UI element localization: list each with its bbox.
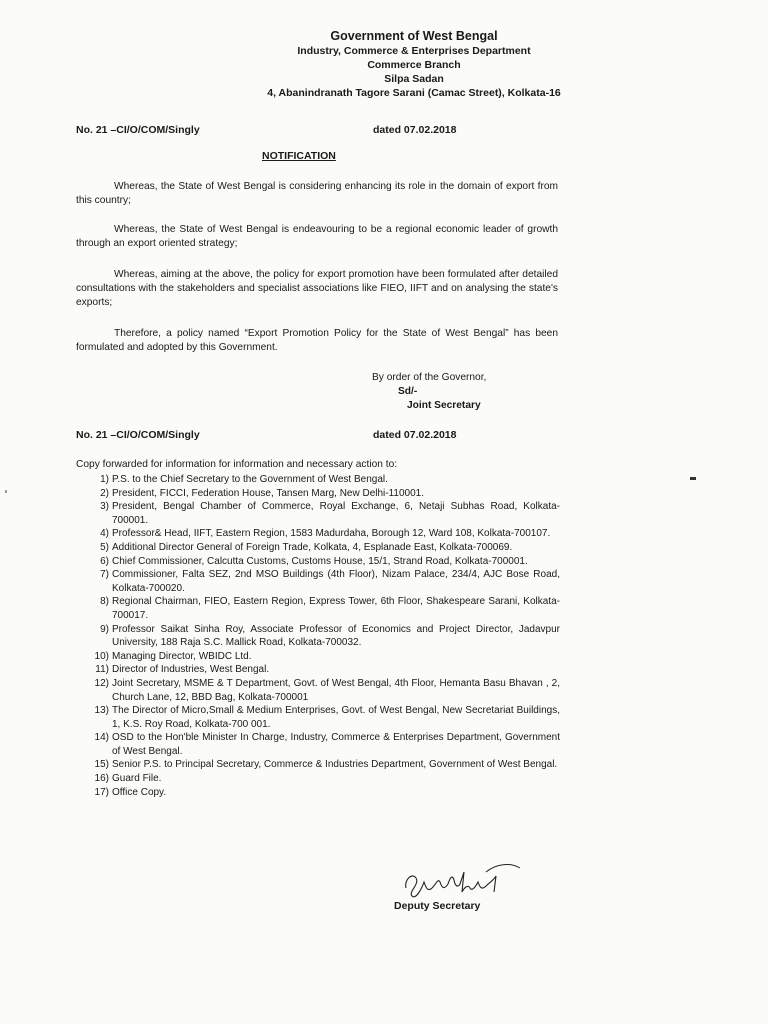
recipient-number: 14)	[94, 732, 109, 744]
recipient-text: Senior P.S. to Principal Secretary, Commerce & Industries Department, Government of West Bengal.	[112, 759, 558, 771]
recipient-text: Professor& Head, IIFT, Eastern Region, 1583 Madurdaha, Borough 12, Ward 108, Kolkata-700107.	[112, 528, 551, 540]
recipient-number: 5)	[100, 541, 109, 553]
joint-secretary-label: Joint Secretary	[407, 400, 481, 411]
recipient-item	[76, 500, 560, 527]
department-name: Industry, Commerce & Enterprises Department	[297, 45, 531, 57]
recipient-number: 11)	[95, 664, 109, 676]
address: 4, Abanindranath Tagore Sarani (Camac Street), Kolkata-16	[267, 87, 561, 99]
reference-number: No. 21 –CI/O/COM/Singly	[76, 124, 200, 136]
recipient-number: 13)	[94, 705, 109, 717]
recipient-text: President, FICCI, Federation House, Tansen Marg, New Delhi-110001.	[112, 487, 425, 499]
recipient-item	[76, 541, 560, 555]
recipient-text: Joint Secretary, MSME & T Department, Govt. of West Bengal, 4th Floor, Hemanta Basu Bhavan , 2, Church Lane, 12, BBD Bag, Kolkata-700001	[112, 677, 560, 703]
recipient-number: 17)	[94, 786, 109, 798]
recipient-number: 3)	[100, 501, 109, 513]
recipient-text: Chief Commissioner, Calcutta Customs, Customs House, 15/1, Strand Road, Kolkata-700001.	[112, 555, 528, 567]
handwritten-signature	[398, 858, 522, 906]
recipient-text: Director of Industries, West Bengal.	[112, 664, 270, 676]
recipient-item	[76, 758, 560, 772]
deputy-secretary-label: Deputy Secretary	[394, 900, 481, 912]
recipient-text: President, Bengal Chamber of Commerce, Royal Exchange, 6, Netaji Subhas Road, Kolkata-700001.	[112, 501, 560, 526]
recipient-item	[76, 527, 560, 541]
recipient-number: 4)	[100, 528, 109, 540]
paragraph-3: Whereas, aiming at the above, the policy for export promotion have been formulated after detailed consultations with the stakeholders and specialist associations like FIEO, IIFT and on analysing the state's exports;	[76, 269, 558, 308]
recipient-text: Office Copy.	[112, 786, 167, 798]
order-line: By order of the Governor,	[372, 372, 487, 383]
paragraph-1: Whereas, the State of West Bengal is considering enhancing its role in the domain of export from this country;	[76, 181, 558, 206]
recipient-number: 9)	[100, 623, 109, 635]
recipient-item	[76, 623, 560, 650]
building-name: Silpa Sadan	[384, 73, 444, 85]
paragraph-2: Whereas, the State of West Bengal is endeavouring to be a regional economic leader of growth through an export oriented strategy;	[76, 224, 558, 249]
recipient-item	[76, 677, 560, 704]
recipient-item	[76, 650, 560, 664]
recipient-item	[76, 731, 560, 758]
branch-name: Commerce Branch	[367, 59, 461, 71]
recipient-item	[76, 786, 560, 800]
recipient-item	[76, 487, 560, 501]
recipient-text: Regional Chairman, FIEO, Eastern Region, Express Tower, 6th Floor, Shakespeare Sarani, Kolkata-700017.	[112, 596, 560, 621]
recipient-text: Additional Director General of Foreign Trade, Kolkata, 4, Esplanade East, Kolkata-700069.	[112, 541, 513, 553]
recipient-item	[76, 595, 560, 622]
recipient-text: Managing Director, WBIDC Ltd.	[112, 650, 252, 662]
recipient-text: Guard File.	[112, 773, 162, 785]
scan-speck	[690, 477, 696, 480]
recipient-number: 6)	[100, 555, 109, 567]
recipient-item	[76, 704, 560, 731]
recipient-number: 8)	[100, 596, 109, 608]
reference-date-2: dated 07.02.2018	[373, 429, 457, 441]
government-name: Government of West Bengal	[330, 29, 498, 43]
recipient-text: Commissioner, Falta SEZ, 2nd MSO Buildings (4th Floor), Nizam Palace, 234/4, AJC Bose Road, Kolkata-700020.	[112, 569, 560, 594]
reference-date: dated 07.02.2018	[373, 124, 457, 136]
recipient-number: 15)	[94, 759, 109, 771]
recipient-number: 1)	[100, 474, 109, 485]
recipient-text: OSD to the Hon'ble Minister In Charge, Industry, Commerce & Enterprises Department, Government of West Bengal.	[112, 732, 560, 757]
recipient-list	[76, 473, 560, 799]
recipient-number: 2)	[100, 487, 109, 499]
recipient-text: Professor Saikat Sinha Roy, Associate Professor of Economics and Project Director, Jadavpur University, 188 Raja S.C. Mallick Road, Kolkata-700032.	[112, 623, 560, 649]
recipient-item	[76, 568, 560, 595]
reference-number-2: No. 21 –CI/O/COM/Singly	[76, 429, 200, 441]
recipient-number: 16)	[94, 773, 109, 785]
recipient-number: 12)	[94, 677, 109, 689]
recipient-text: The Director of Micro,Small & Medium Enterprises, Govt. of West Bengal, New Secretariat Buildings, 1, K.S. Roy Road, Kolkata-700 001.	[112, 705, 560, 730]
notification-title: NOTIFICATION	[262, 150, 336, 162]
recipient-item	[76, 772, 560, 786]
recipient-number: 10)	[94, 650, 109, 662]
recipient-number: 7)	[100, 569, 109, 581]
recipient-item	[76, 663, 560, 677]
paragraph-4: Therefore, a policy named “Export Promotion Policy for the State of West Bengal” has been formulated and adopted by this Government.	[76, 328, 558, 353]
recipient-item	[76, 473, 560, 487]
copy-heading: Copy forwarded for information for information and necessary action to:	[76, 459, 398, 470]
recipient-item	[76, 555, 560, 569]
sd-mark: Sd/-	[398, 386, 418, 397]
recipient-text: P.S. to the Chief Secretary to the Government of West Bengal.	[112, 474, 388, 485]
letterhead	[0, 28, 768, 100]
scan-speck-left	[5, 490, 7, 493]
